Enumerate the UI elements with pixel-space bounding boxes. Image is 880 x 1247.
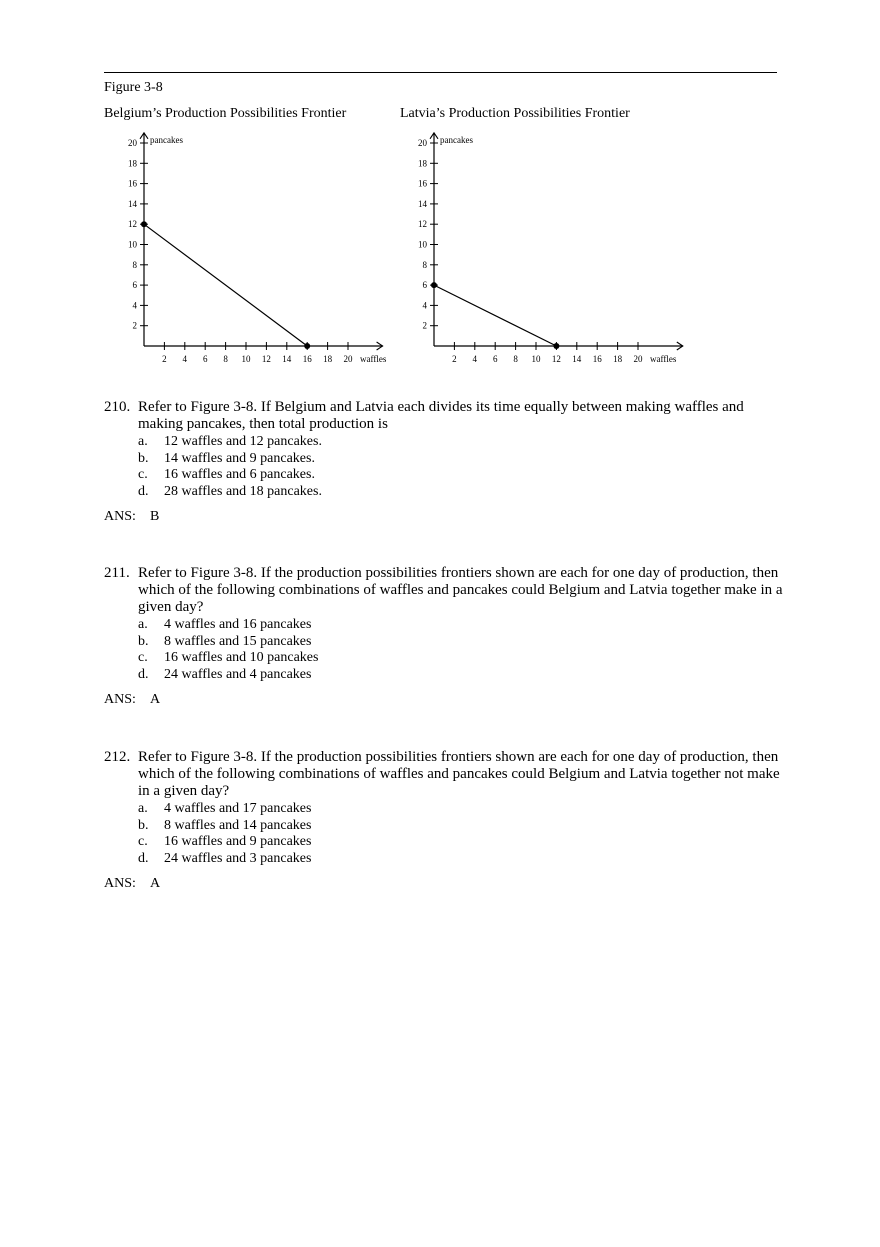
x-tick-label: 16	[302, 354, 312, 364]
choice-b	[138, 634, 784, 651]
x-tick-label: 8	[513, 354, 518, 364]
belgium-ppf-chart	[104, 124, 404, 374]
x-axis-label: waffles	[650, 354, 677, 364]
y-tick-label: 18	[128, 158, 137, 169]
question-212	[104, 749, 784, 892]
ppf-line	[144, 224, 307, 346]
answer-line	[104, 691, 784, 708]
choice-text: 8 waffles and 15 pancakes	[164, 633, 312, 649]
x-tick-label: 6	[492, 354, 498, 364]
ppf-endpoint	[553, 343, 559, 349]
choice-text: 24 waffles and 3 pancakes	[164, 850, 312, 866]
choice-letter: b.	[138, 450, 149, 466]
x-tick-label: 20	[633, 354, 643, 364]
y-tick-label: 10	[128, 239, 137, 250]
choice-letter: a.	[138, 801, 148, 816]
x-tick-label: 6	[202, 354, 208, 364]
question-number: 212.	[104, 749, 131, 765]
choice-d	[138, 484, 784, 501]
choice-letter: d.	[138, 850, 149, 866]
y-axis-label: pancakes	[440, 134, 473, 145]
y-axis-label: pancakes	[150, 134, 183, 145]
x-tick-label: 12	[261, 354, 271, 364]
answer-choices	[138, 434, 784, 500]
latvia-chart-title: Latvia’s Production Possibilities Frontier	[400, 106, 630, 121]
choice-d	[138, 667, 784, 684]
choice-a	[138, 434, 784, 451]
choice-b	[138, 818, 784, 835]
answer-value: B	[150, 509, 160, 524]
choice-text: 8 waffles and 14 pancakes	[164, 817, 312, 833]
x-tick-label: 2	[162, 354, 167, 364]
answer-choices	[138, 801, 784, 867]
x-tick-label: 18	[323, 354, 333, 364]
choice-letter: b.	[138, 633, 149, 649]
answer-label: ANS:	[104, 876, 136, 891]
y-tick-label: 20	[418, 138, 427, 148]
y-tick-label: 2	[422, 320, 427, 331]
choice-c	[138, 467, 784, 484]
y-tick-label: 10	[418, 239, 427, 250]
y-tick-label: 4	[422, 300, 427, 311]
question-stem: Refer to Figure 3-8. If the production possibilities frontiers shown are each for one day of production, then which of the following combinations of waffles and pancakes could Belgium and Latvia together not make in a given day?	[138, 749, 780, 799]
choice-text: 16 waffles and 9 pancakes	[164, 834, 312, 849]
choice-d	[138, 851, 784, 868]
answer-value: A	[150, 876, 161, 891]
choice-text: 16 waffles and 6 pancakes.	[164, 467, 315, 482]
choice-text: 4 waffles and 17 pancakes	[164, 801, 312, 816]
x-axis-label: waffles	[360, 354, 387, 364]
question-stem: Refer to Figure 3-8. If the production possibilities frontiers shown are each for one day of production, then which of the following combinations of waffles and pancakes could Belgium and Latvia together make in a given day?	[138, 565, 783, 615]
y-tick-label: 4	[132, 300, 137, 311]
choice-text: 12 waffles and 12 pancakes.	[164, 434, 322, 449]
y-tick-label: 6	[132, 280, 137, 291]
y-tick-label: 16	[418, 178, 427, 189]
y-tick-label: 12	[418, 219, 427, 230]
x-tick-label: 10	[531, 354, 541, 364]
y-tick-label: 2	[132, 320, 137, 331]
choice-a	[138, 801, 784, 818]
choice-b	[138, 451, 784, 468]
x-tick-label: 16	[592, 354, 602, 364]
choice-text: 28 waffles and 18 pancakes.	[164, 483, 322, 499]
answer-line	[104, 508, 784, 525]
x-tick-label: 4	[472, 354, 478, 364]
y-tick-label: 6	[422, 280, 427, 291]
ppf-endpoint	[141, 221, 147, 227]
answer-label: ANS:	[104, 692, 136, 707]
x-tick-label: 2	[452, 354, 457, 364]
choice-letter: b.	[138, 817, 149, 833]
ppf-endpoint	[304, 343, 310, 349]
x-tick-label: 10	[241, 354, 251, 364]
choice-a	[138, 617, 784, 634]
y-tick-label: 12	[128, 219, 137, 230]
choice-letter: c.	[138, 834, 148, 849]
ppf-line	[434, 285, 556, 346]
choice-c	[138, 650, 784, 667]
question-211	[104, 565, 784, 708]
x-tick-label: 14	[572, 354, 582, 364]
choice-c	[138, 834, 784, 851]
choice-text: 16 waffles and 10 pancakes	[164, 650, 319, 665]
x-tick-label: 14	[282, 354, 292, 364]
question-210	[104, 399, 784, 525]
question-number: 210.	[104, 399, 131, 415]
x-tick-label: 12	[551, 354, 561, 364]
x-tick-label: 18	[613, 354, 623, 364]
latvia-ppf-chart	[395, 124, 695, 374]
answer-line	[104, 875, 784, 892]
belgium-chart-title: Belgium’s Production Possibilities Frontier	[104, 106, 347, 121]
choice-text: 4 waffles and 16 pancakes	[164, 617, 312, 632]
x-tick-label: 20	[343, 354, 353, 364]
x-tick-label: 4	[182, 354, 188, 364]
question-stem: Refer to Figure 3-8. If Belgium and Latvia each divides its time equally between making waffles and making pancakes, then total production is	[138, 399, 744, 432]
y-tick-label: 14	[418, 198, 427, 209]
answer-choices	[138, 617, 784, 683]
y-tick-label: 20	[128, 138, 137, 148]
figure-label: Figure 3-8	[104, 80, 163, 95]
y-tick-label: 18	[418, 158, 427, 169]
question-number: 211.	[104, 565, 130, 581]
y-tick-label: 16	[128, 178, 137, 189]
choice-letter: a.	[138, 434, 148, 449]
choice-letter: a.	[138, 617, 148, 632]
choice-letter: c.	[138, 467, 148, 482]
choice-letter: c.	[138, 650, 148, 665]
choice-letter: d.	[138, 666, 149, 682]
y-tick-label: 8	[422, 259, 427, 270]
y-tick-label: 14	[128, 198, 137, 209]
choice-text: 24 waffles and 4 pancakes	[164, 666, 312, 682]
answer-label: ANS:	[104, 509, 136, 524]
ppf-endpoint	[431, 282, 437, 288]
choice-text: 14 waffles and 9 pancakes.	[164, 450, 315, 466]
answer-value: A	[150, 692, 161, 707]
choice-letter: d.	[138, 483, 149, 499]
top-rule	[104, 72, 777, 73]
x-tick-label: 8	[223, 354, 228, 364]
y-tick-label: 8	[132, 259, 137, 270]
